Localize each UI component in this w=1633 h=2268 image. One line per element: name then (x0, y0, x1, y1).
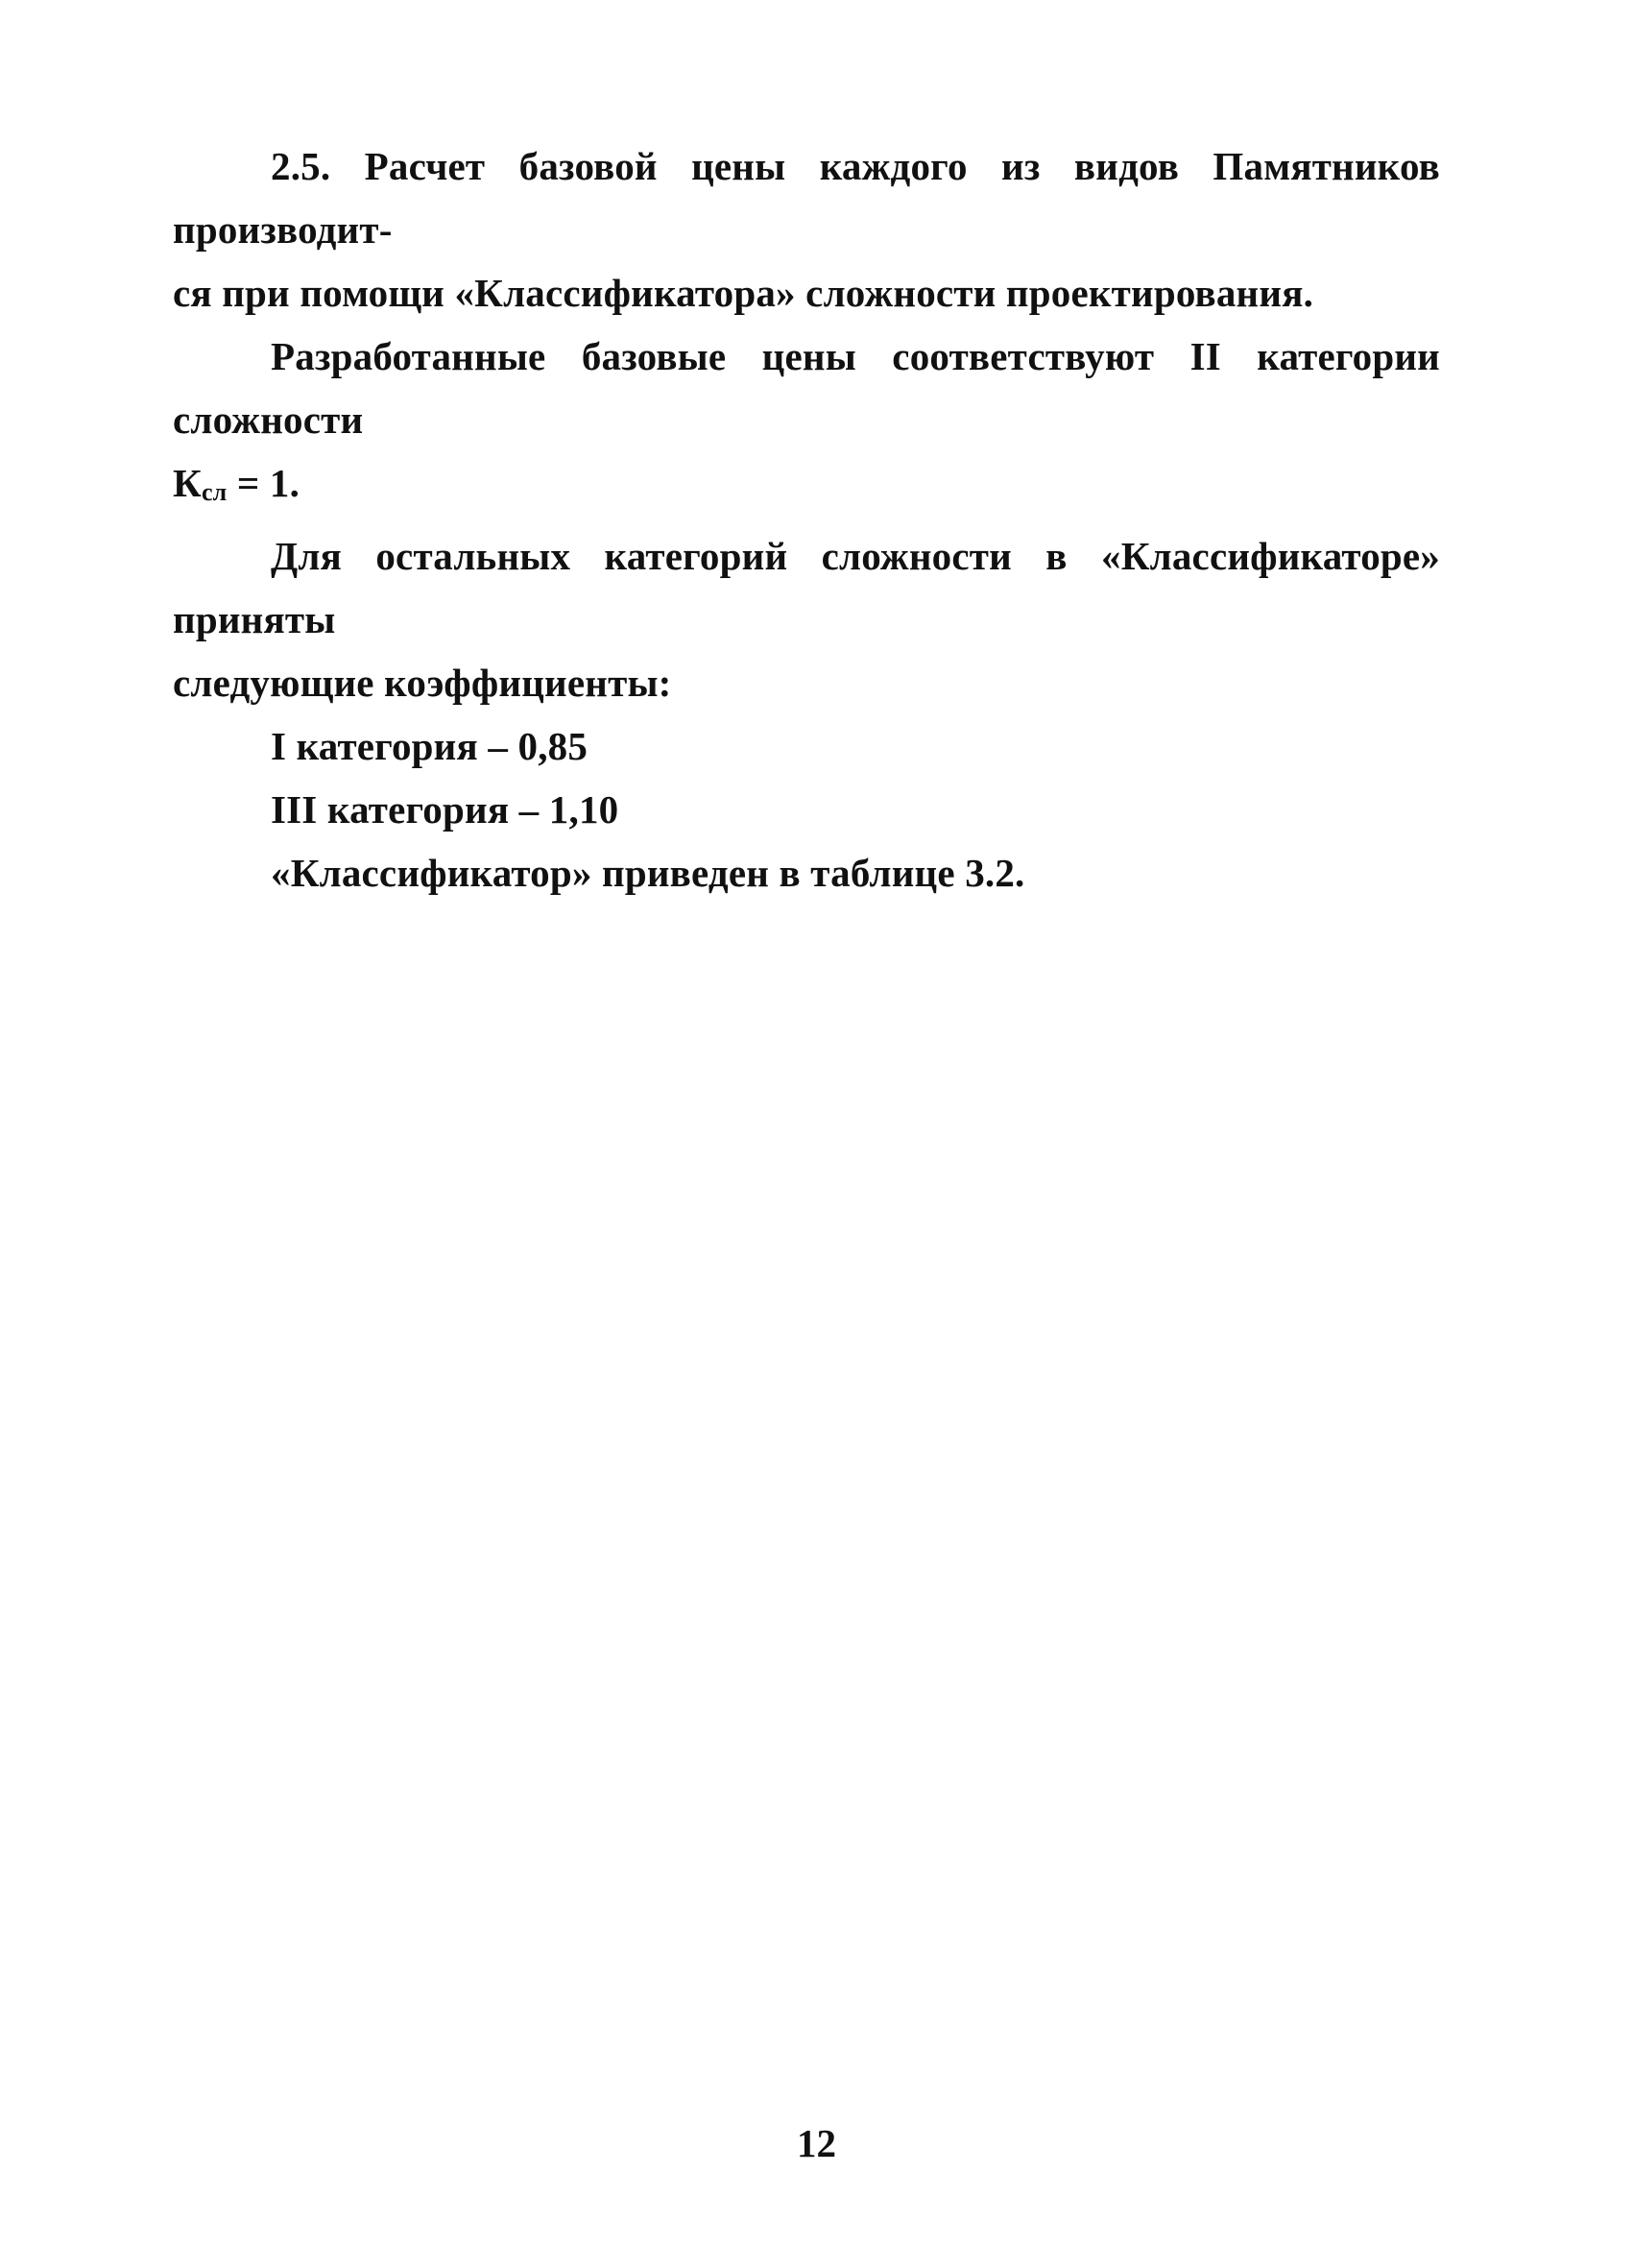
paragraph-text: Разработанные базовые цены соответствуют II категории сложности (173, 334, 1440, 442)
paragraph-base-prices-line-1 (173, 325, 1440, 451)
k-subscript: сл (201, 478, 228, 506)
category-3-coefficient: III категория – 1,10 (271, 787, 619, 832)
paragraph-text: 2.5. Расчет базовой цены каждого из видов Памятников производит- (173, 144, 1440, 252)
k-symbol: К (173, 461, 202, 505)
k-equals-value: = 1. (227, 461, 300, 505)
paragraph-text: ся при помощи «Классификатора» сложности проектирования. (173, 271, 1314, 315)
page-number: 12 (797, 2121, 836, 2165)
body-text (173, 134, 1440, 905)
classifier-reference: «Классификатор» приведен в таблице 3.2. (271, 851, 1025, 895)
paragraph-2-5-line-2 (173, 261, 1440, 325)
paragraph-text: следующие коэффициенты: (173, 661, 672, 705)
paragraph-2-5-line-1 (173, 134, 1440, 261)
paragraph-other-categories-line-2 (173, 651, 1440, 714)
category-1-coefficient: I категория – 0,85 (271, 724, 588, 768)
paragraph-text: Для остальных категорий сложности в «Классификаторе» приняты (173, 534, 1440, 641)
paragraph-other-categories-line-1 (173, 524, 1440, 651)
paragraph-base-prices-line-2 (173, 451, 1440, 524)
